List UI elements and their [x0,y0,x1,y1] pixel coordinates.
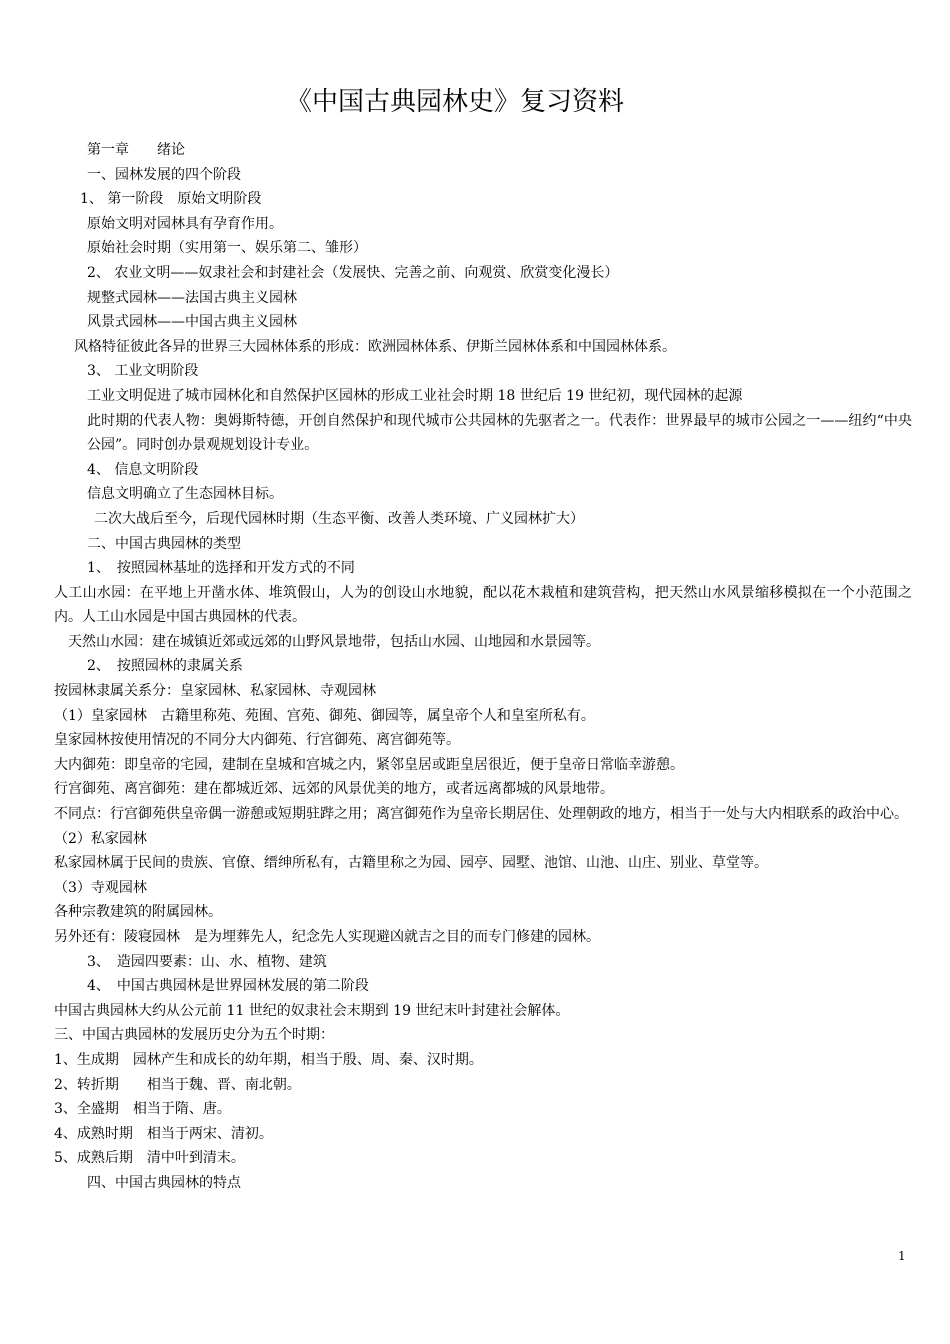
subsection-heading: 3、 工业文明阶段 [87,363,199,380]
text-line: 各种宗教建筑的附属园林。 [54,904,222,921]
section-heading: 二、中国古典园林的类型 [87,535,241,552]
subsection-heading: 2、 按照园林的隶属关系 [87,658,243,675]
text-line: 皇家园林按使用情况的不同分大内御苑、行宫御苑、离宫御苑等。 [54,732,460,749]
document-body [54,138,912,1196]
section-heading: 四、中国古典园林的特点 [87,1174,241,1191]
section-heading: 一、园林发展的四个阶段 [87,166,241,183]
text-line: 5、成熟后期 清中叶到清末。 [54,1150,245,1167]
subsection-heading: 1、 按照园林基址的选择和开发方式的不同 [87,560,355,577]
text-line: 1、生成期 园林产生和成长的幼年期，相当于殷、周、秦、汉时期。 [54,1051,483,1068]
text-line: 规整式园林——法国古典主义园林 [87,289,297,306]
text-paragraph: 此时期的代表人物：奥姆斯特德，开创自然保护和现代城市公共园林的先驱者之一。代表作：世界最早的城市公园之一——纽约“中央公园”。同时创办景观规划设计专业。 [87,412,912,454]
subsection-heading: 1、 第一阶段 原始文明阶段 [80,191,262,208]
text-line: 原始社会时期（实用第一、娱乐第二、雏形） [87,240,367,257]
text-paragraph: 人工山水园：在平地上开凿水体、堆筑假山，人为的创设山水地貌，配以花木栽植和建筑营构，把天然山水风景缩移模拟在一个小范围之内。人工山水园是中国古典园林的代表。 [54,584,912,626]
chapter-heading: 第一章 绪论 [87,142,185,158]
text-line: （2）私家园林 [54,830,147,847]
document-title: 《中国古典园林史》复习资料 [285,87,624,117]
text-line: 天然山水园：建在城镇近郊或远郊的山野风景地带，包括山水园、山地园和水景园等。 [68,633,600,650]
text-line: 原始文明对园林具有孕育作用。 [87,215,283,232]
text-line: 信息文明确立了生态园林目标。 [87,486,283,503]
text-line: 2、转折期 相当于魏、晋、南北朝。 [54,1076,301,1093]
text-line: 中国古典园林大约从公元前 11 世纪的奴隶社会末期到 19 世纪末叶封建社会解体。 [54,1002,570,1019]
text-line: 4、成熟时期 相当于两宋、清初。 [54,1125,273,1142]
page-number: 1 [898,1249,906,1263]
text-line: 工业文明促进了城市园林化和自然保护区园林的形成工业社会时期 18 世纪后 19 世纪初，现代园林的起源 [87,387,743,404]
text-line: （1）皇家园林 古籍里称苑、苑囿、宫苑、御苑、御园等，属皇帝个人和皇室所私有。 [54,707,595,724]
subsection-heading: 3、 造园四要素：山、水、植物、建筑 [87,953,327,970]
subsection-heading: 2、 农业文明——奴隶社会和封建社会（发展快、完善之前、向观赏、欣赏变化漫长） [87,264,619,281]
text-line: 另外还有：陵寝园林 是为埋葬先人，纪念先人实现避凶就吉之目的而专门修建的园林。 [54,929,600,945]
text-paragraph: 不同点：行宫御苑供皇帝偶一游憩或短期驻跸之用；离宫御苑作为皇帝长期居住、处理朝政的地方，相当于一处与大内相联系的政治中心。 [54,806,908,823]
subsection-heading: 4、 信息文明阶段 [87,461,199,478]
subsection-heading: 4、 中国古典园林是世界园林发展的第二阶段 [87,978,369,995]
section-heading: 三、中国古典园林的发展历史分为五个时期： [54,1027,334,1044]
text-line: 行宫御苑、离宫御苑：建在都城近郊、远郊的风景优美的地方，或者远离都城的风景地带。 [54,781,614,798]
text-line: 二次大战后至今，后现代园林时期（生态平衡、改善人类环境、广义园林扩大） [94,510,584,527]
text-line: 私家园林属于民间的贵族、官僚、缙绅所私有，古籍里称之为园、园亭、园墅、池馆、山池、山庄、别业、草堂等。 [54,855,768,872]
text-line: 风格特征彼此各异的世界三大园林体系的形成：欧洲园林体系、伊斯兰园林体系和中国园林体系。 [74,338,676,355]
text-line: 3、全盛期 相当于隋、唐。 [54,1101,231,1118]
text-line: 大内御苑：即皇帝的宅园，建制在皇城和宫城之内，紧邻皇居或距皇居很近，便于皇帝日常临幸游憩。 [54,756,684,773]
text-line: 按园林隶属关系分：皇家园林、私家园林、寺观园林 [54,683,376,700]
text-line: （3）寺观园林 [54,879,147,896]
text-line: 风景式园林——中国古典主义园林 [87,314,297,331]
